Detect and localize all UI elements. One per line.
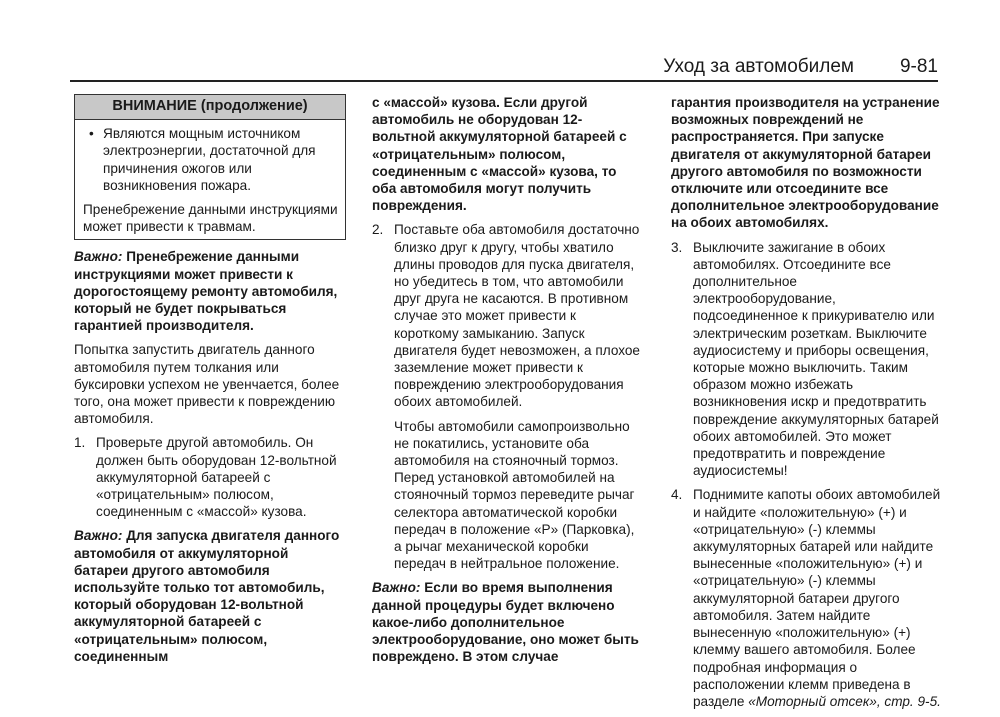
notice-text: Для запуска двигателя данного автомобиля от аккумуляторной батареи другого автомобиля используйте только тот автомобиль, который оборудован 12-вольтной аккумуляторной батареей с «отрицательным» полюсом, соединенным [74, 528, 340, 664]
warning-bullet-item [83, 125, 339, 194]
list-number: 1. [74, 435, 86, 451]
list-item-3 [671, 239, 943, 480]
notice-text: Пренебрежение данными инструкциями может привести к дорогостоящему ремонту автомобиля, который не будет покрываться гарантией производителя. [74, 249, 338, 334]
list-item-2-extra: Чтобы автомобили самопроизвольно не покатились, установите оба автомобиля на стояночный тормоз. Перед установкой автомобилей на стояночный тормоз переведите рычаг селектора автоматической коробки передач в положение «P» (Парковка), а рычаг механической коробки передач в нейтральное положение. [394, 418, 635, 572]
notice-3 [372, 579, 644, 665]
notice-label: Важно: [74, 528, 123, 544]
list-number: 2. [372, 222, 384, 238]
list-item-text: Поставьте оба автомобиля достаточно близко друг к другу, чтобы хватило длины проводов для пуска двигателя, но убедитесь в том, что автомобили друг друга не касаются. В противном случае это может привести к короткому замыканию. Запуск двигателя будет невозможен, а плохое заземление может привести к повреждению электрооборудования обоих автомобилей. [394, 222, 640, 410]
page-header [70, 44, 938, 82]
list-number: 3. [671, 239, 683, 255]
notice-2 [74, 527, 346, 665]
list-number: 4. [671, 487, 683, 503]
column-2 [372, 94, 644, 673]
paragraph-push-start: Попытка запустить двигатель данного автомобиля путем толкания или буксировки успехом не увенчается, более того, она может привести к повреждению автомобиля. [74, 342, 340, 427]
notice-text: Если во время выполнения данной процедуры будет включено какое-либо дополнительное электрооборудование, оно может быть повреждено. В этом случае [372, 580, 639, 665]
notice-label: Важно: [74, 249, 123, 265]
page-number: 9-81 [899, 56, 938, 77]
notice-3-continued: гарантия производителя на устранение возможных повреждений не распространяется. При запуске двигателя от аккумуляторной батареи другого автомобиля по возможности отключите или отсоедините все дополнительное электрооборудование на обоих автомобилях. [671, 95, 940, 231]
column-3 [671, 94, 943, 717]
page-section-title: Уход за автомобилем [663, 56, 854, 77]
warning-body [75, 120, 345, 239]
notice-label: Важно: [372, 580, 421, 596]
warning-text: Пренебрежение данными инструкциями может привести к травмам. [83, 202, 338, 235]
notice-1 [74, 248, 346, 334]
list-item-text: Поднимите капоты обоих автомобилей и найдите «положительную» (+) и «отрицательную» (-) клеммы аккумуляторных батарей или найдите вынесенные «положительную» (+) и «отрицательную» (-) клеммы аккумуляторной батареи другого автомобиля. Затем найдите вынесенную «положительную» (+) клемму вашего автомобиля. Более подробная информация о расположении клемм приведена в разделе [693, 487, 941, 709]
list-item-text: Проверьте другой автомобиль. Он должен быть оборудован 12-вольтной аккумуляторной батареей с «отрицательным» полюсом, соединенным с «массой» кузова. [96, 435, 337, 520]
list-item-2 [372, 221, 644, 410]
column-1 [74, 94, 346, 672]
warning-title: ВНИМАНИЕ (продолжение) [75, 95, 345, 120]
list-item-text: Выключите зажигание в обоих автомобилях. Отсоедините все дополнительное электрооборудование, подсоединенное к прикуривателю или электрическим розеткам. Выключите аудиосистему и приборы освещения, которые можно выключить. Таким образом можно избежать возникновения искр и предотвратить повреждение аккумуляторных батарей обоих автомобилей. Это может предотвратить и повреждение аудиосистемы! [693, 239, 939, 479]
bullet-icon: • [89, 126, 94, 142]
cross-reference-link[interactable]: «Моторный отсек», стр. 9-5. [748, 693, 941, 709]
notice-2-continued: с «массой» кузова. Если другой автомобиль не оборудован 12-вольтной аккумуляторной батареей с «отрицательным» полюсом, соединенным с «массой» кузова, то оба автомобиля могут получить повреждения. [372, 95, 627, 214]
list-item-1 [74, 434, 346, 520]
list-item-4 [671, 486, 943, 710]
warning-box [74, 94, 346, 240]
warning-bullet-text: Являются мощным источником электроэнергии, достаточной для причинения ожогов или возникновения пожара. [103, 126, 316, 193]
